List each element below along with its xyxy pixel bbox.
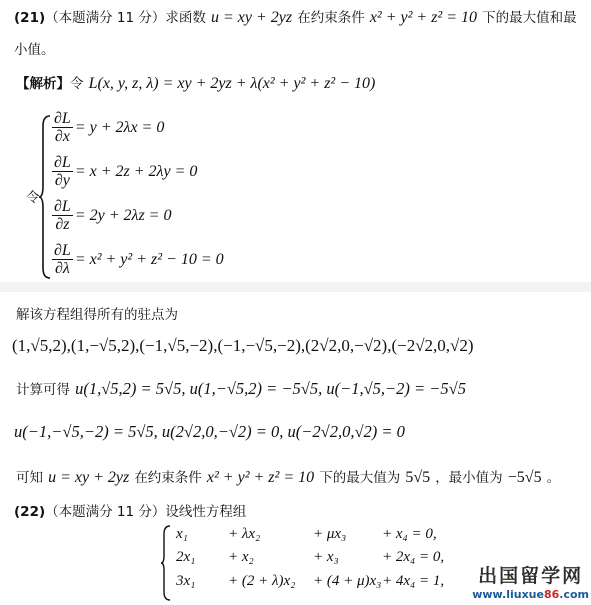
lagrange-prefix: 令 <box>70 76 84 92</box>
max-value: 5√5 <box>405 469 431 486</box>
stem-text: 设线性方程组 <box>165 504 247 520</box>
min-value: −5√5 <box>507 469 542 486</box>
compute-values-1: u(1,√5,2) = 5√5, u(1,−√5,2) = −5√5, u(−1,√5,−2) = −5√5 <box>75 379 466 398</box>
linear-system-term: + 4x₄ = 1, <box>382 573 445 589</box>
derivative-denominator: ∂λ <box>54 260 70 277</box>
compute-prefix: 计算可得 <box>16 382 70 398</box>
site-watermark <box>472 561 589 601</box>
conclusion-constraint: x² + y² + z² = 10 <box>206 469 315 486</box>
conclusion-text: 。 <box>546 470 561 486</box>
derivative-denominator: ∂y <box>54 172 70 189</box>
linear-system-term: + 2x₄ = 0, <box>382 549 445 565</box>
problem-number: (21) <box>14 10 46 26</box>
compute-line-1 <box>16 378 466 399</box>
watermark-url[interactable] <box>472 588 589 601</box>
linear-system-term: + x₄ = 0, <box>382 526 437 542</box>
partial-derivative <box>52 242 73 277</box>
system-equation <box>52 110 164 145</box>
problem-22-stem <box>14 500 246 520</box>
derivative-numerator: ∂L <box>54 242 71 259</box>
conclusion-text: 可知 <box>16 470 43 486</box>
url-part: .com <box>559 588 589 601</box>
linear-system-term: + x₃ <box>313 549 339 565</box>
equation-rhs: = 2y + 2λz = 0 <box>74 206 172 224</box>
linear-system-term: x₁ <box>176 526 188 542</box>
conclusion-text: 在约束条件 <box>134 470 202 486</box>
lagrange-line <box>16 72 375 93</box>
linear-system-term: + (2 + λ)x₂ <box>228 573 296 589</box>
problem-number: (22) <box>14 504 46 520</box>
stationary-points: (1,√5,2),(1,−√5,2),(−1,√5,−2),(−1,−√5,−2),(2√2,0,−√2),(−2√2,0,√2) <box>12 336 474 355</box>
problem-score: （本题满分 11 分） <box>45 10 166 26</box>
derivative-denominator: ∂x <box>54 128 70 145</box>
solution-tag: 【解析】 <box>16 76 70 92</box>
url-part: 86 <box>543 588 560 601</box>
function-expression: u = xy + 2yz <box>211 9 293 26</box>
problem-score: （本题满分 11 分） <box>45 504 166 520</box>
system-equation <box>52 198 171 233</box>
ling-label: 令 <box>26 190 40 206</box>
compute-values-2: u(−1,−√5,−2) = 5√5, u(2√2,0,−√2) = 0, u(−2√2,0,√2) = 0 <box>14 422 405 441</box>
constraint-expression: x² + y² + z² = 10 <box>369 9 478 26</box>
linear-system-brace <box>160 524 172 602</box>
watermark-title: 出国留学网 <box>478 565 584 587</box>
linear-system-term: + λx₂ <box>228 526 261 542</box>
stem-text: 求函数 <box>165 10 206 26</box>
problem-21-stem <box>14 6 577 27</box>
linear-system-term: 3x₁ <box>176 573 196 589</box>
stem-text: 在约束条件 <box>297 10 365 26</box>
equation-rhs: = y + 2λx = 0 <box>74 118 165 136</box>
system-brace <box>38 114 52 280</box>
system-equation <box>52 154 197 189</box>
derivative-denominator: ∂z <box>55 216 70 233</box>
linear-system-term: + (4 + μ)x₃ <box>313 573 382 589</box>
conclusion-text: ，最小值为 <box>435 470 503 486</box>
partial-derivative <box>52 198 73 233</box>
conclusion-text: 下的最大值为 <box>319 470 401 486</box>
linear-system-term: 2x₁ <box>176 549 196 565</box>
equation-rhs: = x + 2z + 2λy = 0 <box>74 162 198 180</box>
stem-text: 下的最大值和最 <box>482 10 577 26</box>
derivative-numerator: ∂L <box>54 198 71 215</box>
url-part: www.liuxue <box>472 588 544 601</box>
equation-rhs: = x² + y² + z² − 10 = 0 <box>74 250 224 268</box>
linear-system-term: + x₂ <box>228 549 254 565</box>
problem-21-stem-line2: 小值。 <box>14 42 55 58</box>
partial-derivative <box>52 154 73 189</box>
linear-system-term: + μx₃ <box>313 526 347 542</box>
derivative-numerator: ∂L <box>54 110 71 127</box>
image-seam <box>0 282 591 292</box>
lagrange-function: L(x, y, z, λ) = xy + 2yz + λ(x² + y² + z² − 10) <box>88 75 376 92</box>
derivative-numerator: ∂L <box>54 154 71 171</box>
conclusion-function: u = xy + 2yz <box>48 469 130 486</box>
partial-derivative <box>52 110 73 145</box>
system-equation <box>52 242 224 277</box>
stationary-text: 解该方程组得所有的驻点为 <box>16 307 178 323</box>
conclusion-line <box>16 466 560 487</box>
